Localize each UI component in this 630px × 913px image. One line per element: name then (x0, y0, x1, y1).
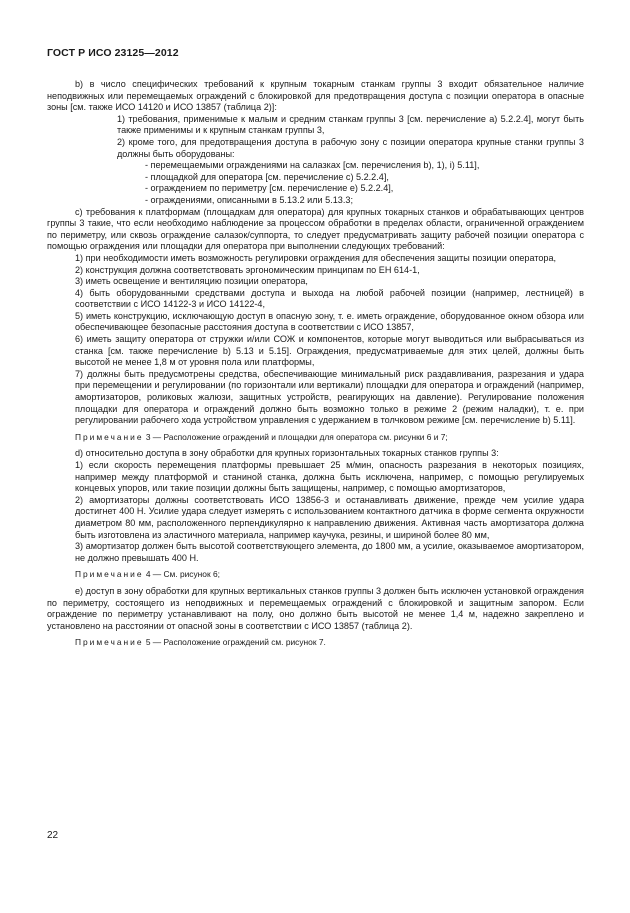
paragraph-e: e) доступ в зону обработки для крупных вертикальных станков группы 3 должен быть исключен установкой ограждения по периметру, состоящего из неподвижных и перемещаемых ограждений с блокировкой и защитным запором. Если ограждение по периметру устанавливают на полу, оно должно быть высотой не менее 1,4 м, надежно закреплено и установлено на расстоянии от опасной зоны в соответствии с ИСО 13857 (таблица 2). (47, 585, 584, 631)
note-label: Примечание (75, 431, 144, 442)
list-item-b2: 2) кроме того, для предотвращения доступа в рабочую зону с позиции оператора крупные станки группы 3 должны быть оборудованы: (117, 136, 584, 159)
note-text: 5 — Расположение ограждений см. рисунок 7. (145, 637, 326, 648)
page-number: 22 (47, 830, 59, 841)
sub-item-b2-2: - площадкой для оператора [см. перечисление c) 5.2.2.4], (145, 171, 389, 182)
sub-item-b2-3: - ограждением по периметру [см. перечисление e) 5.2.2.4], (145, 183, 394, 194)
list-item-b1: 1) требования, применимые к малым и средним станкам группы 3 [см. перечисление a) 5.2.2.4], могут быть также применимы и к крупным станкам группы 3, (117, 113, 584, 136)
note-4 (47, 569, 584, 581)
document-header: ГОСТ Р ИСО 23125—2012 (47, 47, 179, 59)
list-item-c6: 6) иметь защиту оператора от стружки и/или СОЖ и компонентов, которые могут выводиться или выбрасываться из станка [см. также перечисление b) 5.13 и 5.15]. Ограждения, предусматриваемые для этих целей, должны быть высотой не менее 1,8 м от уровня пола или платформы, (75, 334, 584, 368)
list-item-c1: 1) при необходимости иметь возможность регулировки ограждения для обеспечения защиты позиции оператора, (75, 252, 557, 263)
list-item-c7: 7) должны быть предусмотрены средства, обеспечивающие минимальный риск раздавливания, разрезания и удара при перемещении и регулировании (по горизонтали или вертикали) площадки для оператора и ограждений (например, амортизаторов, роликовых жалюзи, защитных устройств, реагирующих на давление). Регулирование положения площадки для оператора и ограждений должно быть возможно только в режиме 2 (режим наладки), т. е. при регулировании рабочего хода устройством управления с удержанием в толчковом режиме [см. перечисление b) 5.11]. (75, 368, 584, 426)
sub-item-b2-4: - ограждениями, описанными в 5.13.2 или 5.13.3; (145, 194, 353, 205)
list-item-c5: 5) иметь конструкцию, исключающую доступ в опасную зону, т. е. иметь ограждение, оборудованное окном обзора или обеспечивающее безопасные расстояния доступа в соответствии с ИСО 13857, (75, 310, 584, 333)
note-label: Примечание (75, 569, 144, 580)
document-body (47, 79, 584, 654)
paragraph-d: d) относительно доступа в зону обработки для крупных горизонтальных токарных станков группы 3: (75, 448, 499, 459)
note-label: Примечание (75, 637, 144, 648)
list-item-d2: 2) амортизаторы должны соответствовать ИСО 13856-3 и останавливать движение, прежде чем усилие удара достигнет 400 Н. Усилие удара следует измерять с использованием контактного датчика в форме сегмента окружности диаметром 80 мм, расположенного перпендикулярно к направлению движения. Активная часть амортизатора должна быть изготовлена из эластичного материала, например каучука, резины, и шириной более 80 мм, (75, 494, 584, 540)
paragraph-c: c) требования к платформам (площадкам для оператора) для крупных токарных станков и обрабатывающих центров группы 3 такие, что если необходимо наблюдение за процессом обработки в пределах области, ограниченной ограждением по периметру, или сквозь ограждение салазок/суппорта, то следует предусматривать защиту рабочей позиции оператора с помощью ограждения или площадки для оператора при выполнении следующих требований: (47, 206, 584, 252)
note-5 (47, 637, 584, 649)
paragraph-b: b) в число специфических требований к крупным токарным станкам группы 3 входит обязательное наличие неподвижных или перемещаемых ограждений с блокировкой для предотвращения доступа с позиции оператора в опасные зоны [см. также ИСО 14120 и ИСО 13857 (таблица 2)]: (47, 79, 584, 113)
list-item-d1: 1) если скорость перемещения платформы превышает 25 м/мин, опасность разрезания в некоторых позициях, например между платформой и станиной станка, должна быть исключена, например, с помощью регулируемых концевых упоров, или такие позиции должны быть защищены, например, с помощью амортизаторов, (75, 460, 584, 494)
note-3 (47, 432, 584, 444)
list-item-c3: 3) иметь освещение и вентиляцию позиции оператора, (75, 276, 308, 287)
list-item-c4: 4) быть оборудованными средствами доступа и выхода на любой рабочей позиции (например, лестницей) в соответствии с ИСО 14122-3 и ИСО 14122-4, (75, 287, 584, 310)
list-item-c2: 2) конструкция должна соответствовать эргономическим принципам по ЕН 614-1, (75, 264, 420, 275)
list-item-d3: 3) амортизатор должен быть высотой соответствующего элемента, до 1800 мм, а усилие, оказываемое амортизатором, не должно превышать 400 Н. (75, 541, 584, 563)
note-text: 4 — См. рисунок 6; (145, 569, 220, 580)
sub-item-b2-1: - перемещаемыми ограждениями на салазках [см. перечисления b), 1), i) 5.11], (145, 160, 480, 171)
note-text: 3 — Расположение ограждений и площадки для оператора см. рисунки 6 и 7; (145, 431, 448, 442)
